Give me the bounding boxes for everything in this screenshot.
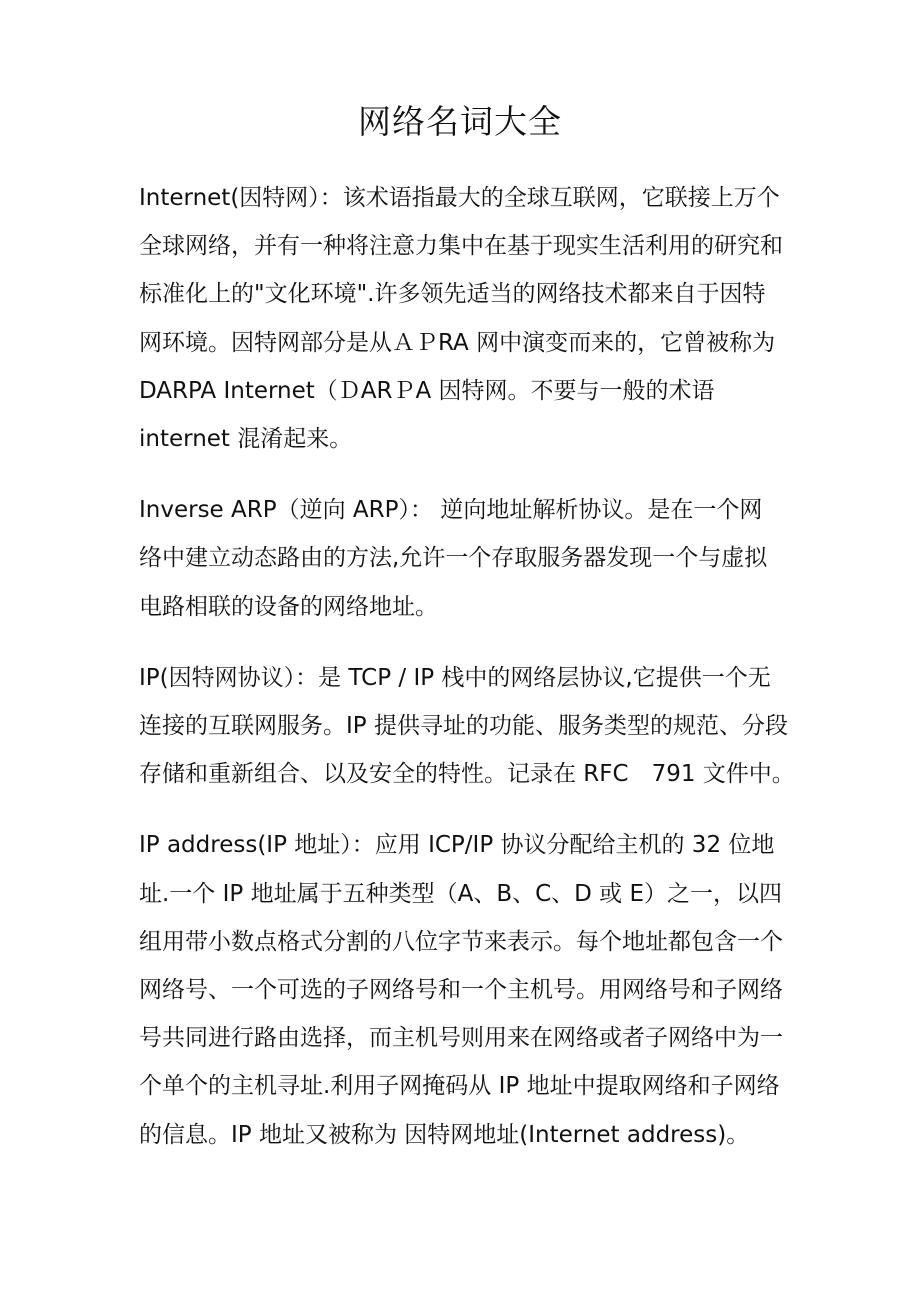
paragraph-ip xyxy=(139,654,795,799)
paragraph-internet xyxy=(139,174,789,463)
text-line: Inverse ARP（逆向 ARP）： 逆向地址解析协议。是在一个网 xyxy=(139,497,763,524)
text-line: 的信息。IP 地址又被称为 因特网地址(Internet address)。 xyxy=(139,1121,750,1148)
text-line: 存储和重新组合、以及安全的特性。记录在 RFC 791 文件中。 xyxy=(139,761,795,788)
text-line: 个单个的主机寻址.利用子网掩码从 IP 地址中提取网络和子网络 xyxy=(139,1073,780,1100)
page-title: 网络名词大全 xyxy=(358,102,562,141)
text-line: 网络号、一个可选的子网络号和一个主机号。用网络号和子网络 xyxy=(139,977,783,1004)
text-line: 网环境。因特网部分是从ＡＰRA 网中演变而来的，它曾被称为 xyxy=(139,329,776,356)
text-line: 组用带小数点格式分割的八位字节来表示。每个地址都包含一个 xyxy=(139,928,783,955)
text-line: Internet(因特网）：该术语指最大的全球互联网，它联接上万个 xyxy=(139,185,780,211)
text-line: IP(因特网协议）：是 TCP / IP 栈中的网络层协议,它提供一个无 xyxy=(139,664,771,691)
paragraph-ip-address xyxy=(139,821,789,1158)
text-line: 全球网络，并有一种将注意力集中在基于现实生活利用的研究和 xyxy=(139,233,783,260)
text-line: DARPA Internet（ＤARＰA 因特网。不要与一般的术语 xyxy=(139,377,715,404)
text-line: internet 混淆起来。 xyxy=(139,426,353,453)
text-line: 址.一个 IP 地址属于五种类型（A、B、C、D 或 E）之一，以四 xyxy=(139,880,783,907)
text-line: 络中建立动态路由的方法,允许一个存取服务器发现一个与虚拟 xyxy=(139,545,768,572)
text-line: 连接的互联网服务。IP 提供寻址的功能、服务类型的规范、分段 xyxy=(139,713,788,740)
text-line: 标准化上的"文化环境".许多领先适当的网络技术都来自于因特 xyxy=(139,281,766,308)
text-line: 电路相联的设备的网络地址。 xyxy=(139,593,438,620)
document-body xyxy=(139,174,795,1182)
text-line: IP address(IP 地址）：应用 ICP/IP 协议分配给主机的 32 位地 xyxy=(139,832,775,859)
paragraph-inverse-arp xyxy=(139,486,789,631)
text-line: 号共同进行路由选择，而主机号则用来在网络或者子网络中为一 xyxy=(139,1025,783,1052)
